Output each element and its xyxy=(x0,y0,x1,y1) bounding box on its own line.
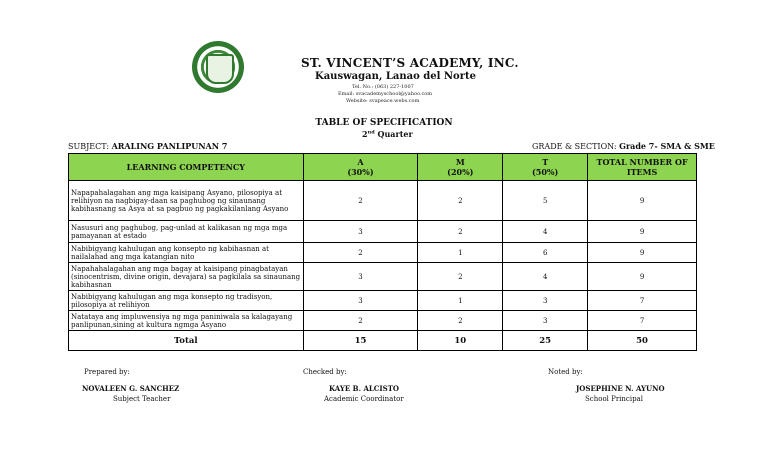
total-cell: 9 xyxy=(588,181,697,221)
t-cell: 4 xyxy=(503,221,588,243)
header-t xyxy=(503,154,588,181)
subject-value: ARALING PANLIPUNAN 7 xyxy=(111,141,228,151)
a-cell: 3 xyxy=(303,291,418,311)
document-title: TABLE OF SPECIFICATION xyxy=(315,118,453,128)
header-m xyxy=(418,154,503,181)
grade-value: Grade 7- SMA & SME xyxy=(619,141,715,151)
subject-line xyxy=(68,141,227,151)
a-cell: 2 xyxy=(303,311,418,331)
total-cell: 7 xyxy=(588,291,697,311)
total-cell: 9 xyxy=(588,243,697,263)
t-cell: 5 xyxy=(503,181,588,221)
school-seal-icon xyxy=(192,41,244,93)
t-cell: 3 xyxy=(503,291,588,311)
prepared-by-label: Prepared by: xyxy=(84,368,130,376)
total-cell: 9 xyxy=(588,221,697,243)
school-name: ST. VINCENT’S ACADEMY, INC. xyxy=(301,56,519,70)
quarter-number: 2 xyxy=(362,129,368,139)
subject-label: SUBJECT: xyxy=(68,142,112,151)
checked-name-text: KAYE B. ALCISTO xyxy=(329,384,400,393)
school-tel: Tel. No.: (063) 227-1007 xyxy=(352,84,414,90)
table-row xyxy=(69,221,697,243)
table-header-row xyxy=(69,154,697,181)
school-email: Email: svacademyschool@yahoo.com xyxy=(338,91,433,97)
school-location: Kauswagan, Lanao del Norte xyxy=(315,71,476,82)
prepared-by-role: Subject Teacher xyxy=(113,395,171,403)
quarter-suffix: nd xyxy=(367,129,375,136)
competency-cell: Nasusuri ang paghubog, pag-unlad at kalikasan ng mga mga pamayanan at estado xyxy=(69,221,304,243)
m-cell: 2 xyxy=(418,181,503,221)
competency-cell: Natataya ang impluwensiya ng mga paniniwala sa kalagayang panlipunan,sining at kultura ngmga Asyano xyxy=(69,311,304,331)
t-cell: 6 xyxy=(503,243,588,263)
header-t-letter: T xyxy=(542,157,549,167)
table-row xyxy=(69,243,697,263)
total-cell: 7 xyxy=(588,311,697,331)
header-m-percent: (20%) xyxy=(447,167,474,177)
noted-name-text: JOSEPHINE N. AYUNO xyxy=(576,384,665,393)
header-competency: LEARNING COMPETENCY xyxy=(69,154,304,181)
checked-by-name xyxy=(329,384,399,393)
total-t: 25 xyxy=(503,331,588,351)
table-row xyxy=(69,181,697,221)
competency-cell: Napahahalagahan ang mga bagay at kaisipang pinagbatayan (sinocentrism, divine origin, devajara) sa pagkilala sa sinaunang kabihasnan xyxy=(69,263,304,291)
school-website: Website: svapeace.webs.com xyxy=(346,98,420,104)
m-cell: 2 xyxy=(418,221,503,243)
header-t-percent: (50%) xyxy=(532,167,559,177)
total-a: 15 xyxy=(303,331,418,351)
seal-shield xyxy=(206,54,234,84)
total-items: 50 xyxy=(588,331,697,351)
total-label: Total xyxy=(69,331,304,351)
t-cell: 3 xyxy=(503,311,588,331)
total-cell: 9 xyxy=(588,263,697,291)
grade-section-line xyxy=(532,141,715,151)
m-cell: 1 xyxy=(418,291,503,311)
table-row xyxy=(69,263,697,291)
m-cell: 2 xyxy=(418,263,503,291)
a-cell: 2 xyxy=(303,243,418,263)
grade-label: GRADE & SECTION: xyxy=(532,142,620,151)
a-cell: 2 xyxy=(303,181,418,221)
a-cell: 3 xyxy=(303,263,418,291)
noted-by-label: Noted by: xyxy=(548,368,583,376)
m-cell: 2 xyxy=(418,311,503,331)
prepared-by-name xyxy=(82,384,179,393)
total-m: 10 xyxy=(418,331,503,351)
header-a-letter: A xyxy=(357,157,364,167)
header-total-items: TOTAL NUMBER OF ITEMS xyxy=(588,154,697,181)
noted-by-name xyxy=(576,384,665,393)
table-row xyxy=(69,291,697,311)
checked-by-label: Checked by: xyxy=(303,368,347,376)
competency-cell: Nabibigyang kahulugan ang mga konsepto ng tradisyon, pilosopiya at relihiyon xyxy=(69,291,304,311)
t-cell: 4 xyxy=(503,263,588,291)
header-a xyxy=(303,154,418,181)
a-cell: 3 xyxy=(303,221,418,243)
specification-table xyxy=(68,153,697,351)
prepared-name-text: NOVALEEN G. SANCHEZ xyxy=(82,384,180,393)
noted-by-role: School Principal xyxy=(585,395,643,403)
quarter-label xyxy=(362,129,413,139)
table-row xyxy=(69,311,697,331)
quarter-word: Quarter xyxy=(374,129,413,139)
total-row xyxy=(69,331,697,351)
checked-by-role: Academic Coordinator xyxy=(324,395,404,403)
m-cell: 1 xyxy=(418,243,503,263)
competency-cell: Nabibigyang kahulugan ang konsepto ng kabihasnan at nailalahad ang mga katangian nito xyxy=(69,243,304,263)
header-a-percent: (30%) xyxy=(347,167,374,177)
header-m-letter: M xyxy=(455,157,465,167)
competency-cell: Napapahalagahan ang mga kaisipang Asyano, pilosopiya at relihiyon na nagbigay-daan sa paghubog ng sinaunang kabihasnang sa Asya at sa pagbuo ng pagkakilanlang Asyano xyxy=(69,181,304,221)
